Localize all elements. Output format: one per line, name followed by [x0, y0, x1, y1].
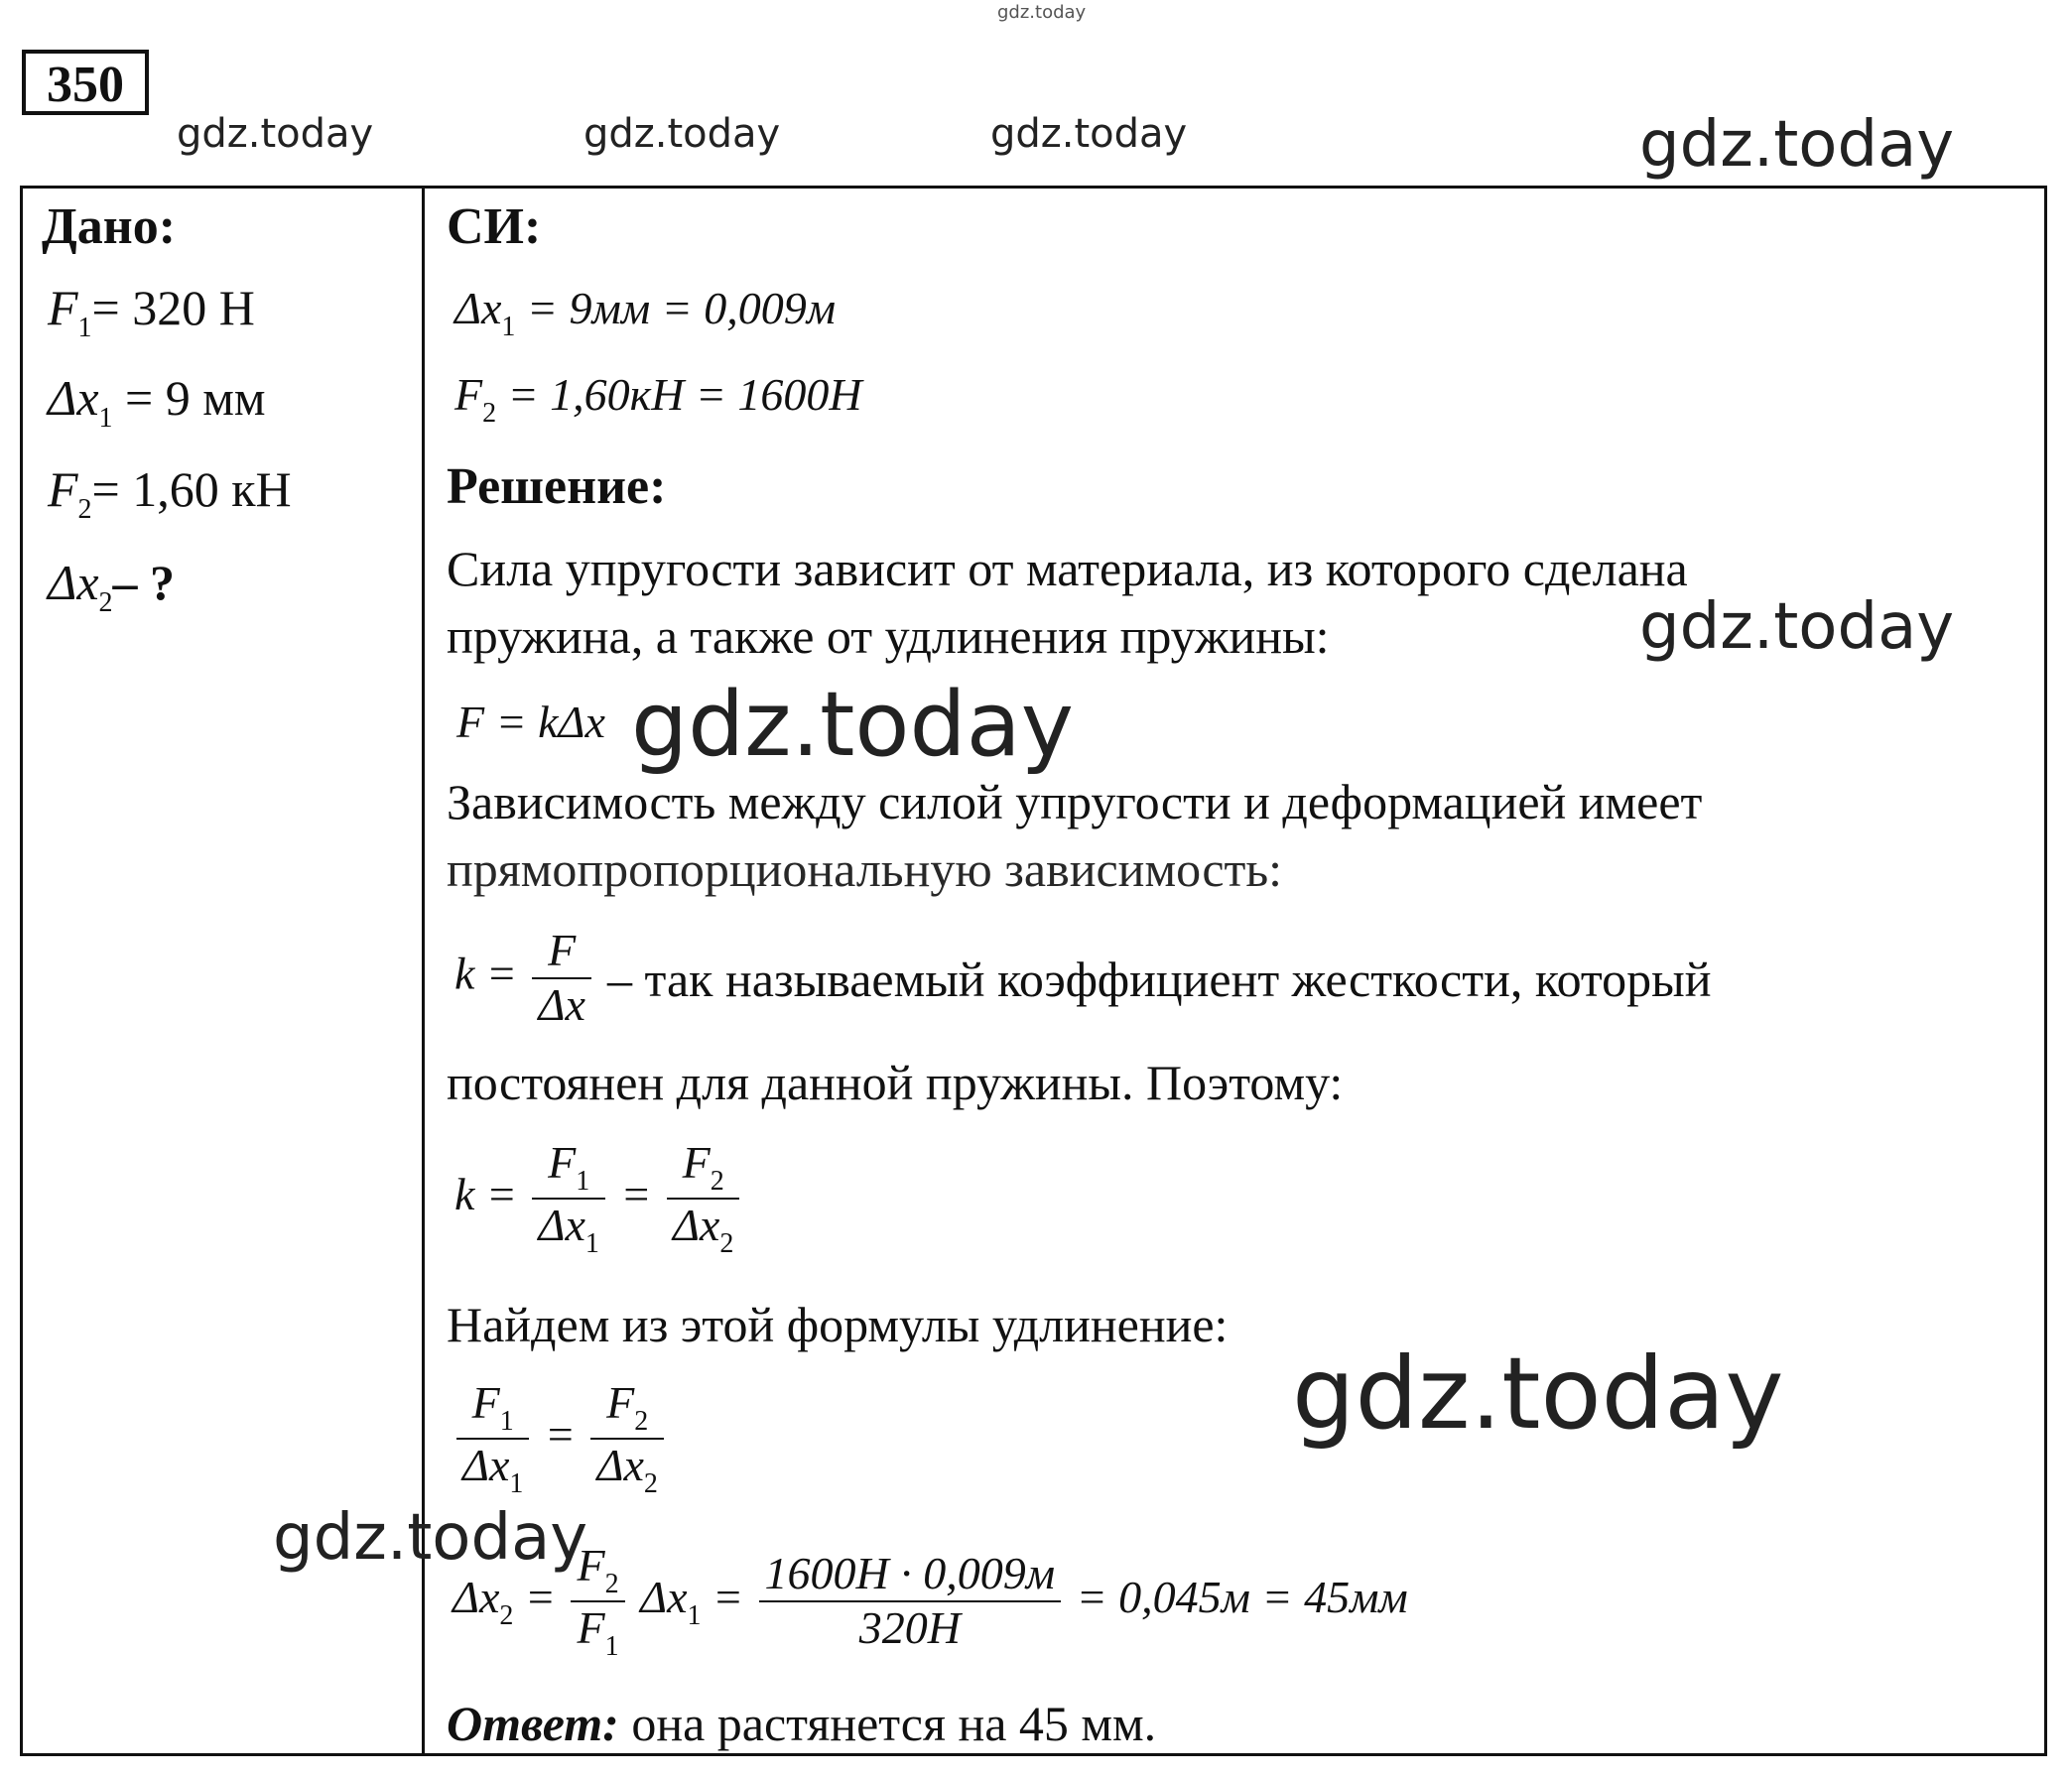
si-header: СИ: — [447, 198, 542, 255]
formula-final: $\Delta x_2$ = $\frac{F_2}{F_1}$ $\Delta x_1$ = $\frac{1600Н \cdot 0,009м}{320Н}$ = 0,045м = 45мм — [453, 1540, 1408, 1663]
watermark: gdz.today — [1292, 1335, 1784, 1452]
solution-p3-line2: постоянен для данной пружины. Поэтому: — [447, 1055, 1344, 1110]
watermark: gdz.today — [177, 111, 374, 157]
given-line-dx1: $\Delta x_1 = 9$ мм — [48, 370, 266, 434]
watermark: gdz.today — [1639, 590, 1955, 664]
watermark: gdz.today — [990, 111, 1188, 157]
watermark: gdz.today — [273, 1501, 588, 1575]
watermark: gdz.today — [583, 111, 781, 157]
solution-p2-line2: прямопропорциональную зависимость: — [447, 841, 1283, 897]
solution-p1-line2: пружина, а также от удлинения пружины: — [447, 608, 1330, 664]
formula-f-kdx: F = kΔx — [456, 697, 605, 747]
watermark: gdz.today — [1639, 108, 1955, 182]
formula-k-definition: k = $\frac{F}{\Delta x}$ — [454, 925, 595, 1032]
watermark-top: gdz.today — [997, 2, 1087, 23]
solution-p1-line1: Сила упругости зависит от материала, из которого сделана — [447, 541, 1688, 596]
solution-header: Решение: — [447, 458, 667, 515]
problem-number: 350 — [22, 50, 149, 115]
given-line-f2: $F_2= 1,60$ кН — [48, 461, 292, 525]
solution-p3-line1: – так называемый коэффициент жесткости, который — [607, 952, 1712, 1007]
formula-ratio: $\frac{F_1}{\Delta x_1}$ = $\frac{F_2}{\Delta x_2}$ — [453, 1377, 668, 1500]
formula-k-ratio: k = $\frac{F_1}{\Delta x_1}$ = $\frac{F_2}{\Delta x_2}$ — [454, 1137, 743, 1260]
solution-p4: Найдем из этой формулы удлинение: — [447, 1297, 1229, 1352]
si-line-f2: $F_2 = 1,60кН = 1600Н$ — [454, 369, 862, 429]
solution-p2-line1: Зависимость между силой упругости и деформацией имеет — [447, 774, 1703, 829]
answer: Ответ: она растянется на 45 мм. — [447, 1696, 1157, 1751]
watermark: gdz.today — [631, 673, 1075, 777]
given-line-f1: $F_1= 320$ Н — [48, 280, 255, 343]
given-header: Дано: — [42, 198, 177, 255]
si-line-dx1: $\Delta x_1 = 9мм = 0,009м$ — [454, 283, 837, 342]
given-line-dx2-unknown: $\Delta x_2-$ ? — [48, 555, 176, 618]
